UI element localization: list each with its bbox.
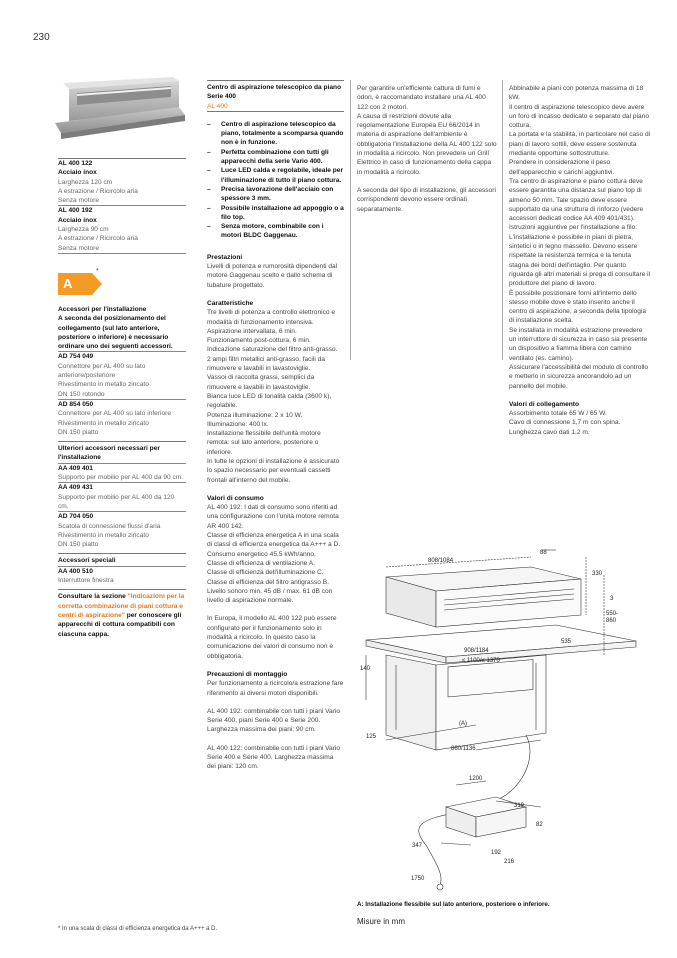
feature-item: – Luce LED calda e regolabile, ideale per l'illuminazione di tutto il piano cottura.: [207, 166, 344, 185]
section-heading: Prestazioni: [207, 253, 243, 261]
product-description-column: [207, 80, 344, 781]
left-column-accessories: [58, 305, 186, 639]
install-text: A seconda del posizionamento del collegamento (sul lato anteriore, posteriore o inferiore) è necessario ordinare uno dei seguenti accessori.: [58, 314, 186, 352]
model-item: [58, 159, 186, 206]
install-accessory: [58, 352, 186, 399]
dimension-label: (A): [459, 721, 467, 727]
energy-class: A: [63, 276, 73, 291]
connection-line: Cavo di connessione 1,7 m con spina.: [509, 419, 621, 427]
feature-list: [207, 120, 344, 241]
further-heading: Ulteriori accessori necessari per l'installazione: [58, 444, 186, 464]
accessory-line: Rivestimento in metallo zincato: [58, 531, 149, 539]
accessory-code: AD 854 050: [58, 400, 94, 408]
accessory-code: AD 754 049: [58, 353, 94, 361]
model-line: A estrazione / Ricircolo aria: [58, 235, 138, 243]
feature-item: – Precisa lavorazione dell'acciaio con spessore 3 mm.: [207, 185, 344, 204]
dimension-label: 216: [504, 859, 515, 865]
model-line: Larghezza 90 cm: [58, 226, 109, 234]
accessory-line: DN 150 rotondo: [58, 390, 186, 400]
model-line: A estrazione / Ricircolo aria: [58, 187, 138, 195]
connection-heading: Valori di collegamento: [509, 400, 579, 408]
section-text: AL 400 192: I dati di consumo sono riferiti ad una configurazione con l'unità motore remota AR 400 142. Classe di efficienza energetica A in una scala di classi di efficienza energetica da A+++ a D. Consumo energetico 45,5 kWh/anno. Classe di efficienza di ventilazione A. Classe di efficienza dell'illuminazione C. Classe di efficienza del filtro antigrasso B. Livello sonoro min. 45 dB / max. 61 dB con livello di aspirazione normale.: [207, 504, 341, 605]
dimension-label: 330: [592, 571, 603, 577]
section-heading: Valori di consumo: [207, 494, 264, 502]
connection-line: Assorbimento totale 65 W / 65 W.: [509, 410, 607, 418]
feature-item: – Centro di aspirazione telescopico da piano, totalmente a scomparsa quando non è in funzione.: [207, 120, 344, 148]
dimension-label: 192: [491, 850, 502, 856]
model-line: Larghezza 120 cm: [58, 178, 113, 186]
drawing-caption: A: Installazione flessibile sul lato anteriore, posteriore o inferiore.: [357, 901, 550, 908]
dimension-label: 550-: [606, 611, 619, 617]
model-item: [58, 206, 186, 253]
accessory-line: Supporto per mobilio per AL 400 da 90 cm.: [58, 473, 186, 483]
installation-column: [509, 84, 651, 437]
units-note: Misure in mm: [357, 917, 406, 926]
dimension-label: 347: [412, 843, 423, 849]
left-column: [58, 158, 186, 254]
dimension-label: 860: [606, 618, 617, 624]
model-code: AL 400 122: [58, 160, 93, 167]
section-text: Per funzionamento a ricircolo/a estrazione fare riferimento ai diversi motori disponibili.: [207, 680, 344, 697]
accessory-code: AA 409 431: [58, 484, 93, 492]
dimension-label: 140: [360, 666, 371, 672]
notes-text: Per garantire un'efficiente cattura di fumi e odori, è raccomandato installare una AL 400 122 con 2 motori. A causa di restrizioni dovute alla regolamentazione Europea EU 66/2014 in materia di aspirazione dell'ambiente è obbligatoria l'installazione della AL 400 122 solo in modalità a ricircolo. Non prevedere un Grill Elettrico in caso di funzionamento della cappa in modalità a ricircolo.: [357, 85, 497, 176]
accessory-line: Supporto per mobilio per AL 400 da 120 cm.: [58, 493, 186, 513]
dimension-label: 88: [540, 550, 547, 556]
dimension-label: ≤ 1100/≤ 1370: [462, 658, 500, 664]
model-line: Senza motore: [58, 244, 186, 254]
notes-column: [357, 84, 497, 223]
dimension-label: 82: [536, 822, 543, 828]
feature-item: – Perfetta combinazione con tutti gli apparecchi della serie Vario 400.: [207, 148, 344, 167]
dimension-label: 808/1084: [428, 558, 454, 564]
model-list: [58, 159, 186, 254]
special-accessory: [58, 567, 186, 586]
energy-label: [58, 268, 104, 300]
further-accessory: [58, 512, 186, 549]
page-number: 230: [33, 32, 50, 43]
connection-line: Lunghezza cavo dati 1,2 m.: [509, 428, 590, 436]
accessory-code: AD 704 050: [58, 513, 94, 521]
section-text: AL 400 192: combinabile con tutti i piani Vario Serie 400, piani Serie 400 e Serie 200. Larghezza massima dei piani: 90 cm.: [207, 707, 341, 734]
technical-drawing: [356, 545, 656, 895]
further-accessory: [58, 464, 186, 484]
accessory-line: Connettore per AL 400 su lato inferiore: [58, 410, 172, 418]
installation-text: Abbinabile a piani con potenza massima di 18 kW. Il centro di aspirazione telescopico deve avere un foro di incasso dedicato e separato dal piano cottura. La portata e la stabilità, in particolare nel caso di piani di lavoro sottili, deve essere sostenuta mediante opportune sottostrutture. Prendere in considerazione il peso dell'apparecchio e carichi aggiuntivi. Tra centro di aspirazione e piano cottura deve essere garantita una distanza sul piano top di almeno 50 mm. Tale spazio deve essere supportato da una struttura di rinforzo (vedere accessori dedicati codice AA 409 401/431). Istruzioni aggiuntive per l'installazione a filo: L'installazione è possibile in piani di pietra, sintetici o in legno massello. Devono essere rispettate la resistenza termica e la tenuta stagna dei bordi dell'intaglio. Per quanto riguarda gli altri materiali si prega di consultare il produttore del piano di lavoro. È possibile posizionare forni all'interno dello stesso mobile dove è stato inserito anche il centro di aspirazione, a seconda della tipologia di installazione scelta. Se installata in modalità estrazione prevedere un interruttore di sicurezza in caso sia presente un dispositivo a fiamma libera con camino ventilato (es. camino). Assicurare l'accessibilità del modulo di controllo e metterlo in sicurezza ancorandolo ad un pannello del mobile.: [509, 85, 651, 390]
column-divider: [502, 80, 503, 360]
accessory-line: DN 150 piatto: [58, 428, 99, 436]
feature-item: – Senza motore, combinabile con i motori BLDC Gaggenau.: [207, 222, 344, 241]
accessory-line: Scatola di connessione flussi d'aria: [58, 522, 161, 530]
section-heading: Precauzioni di montaggio: [207, 670, 288, 678]
model-material: Acciaio inox: [58, 169, 97, 177]
install-heading: Accessori per l'installazione: [58, 306, 147, 313]
consult-text: Consultare la sezione: [58, 593, 128, 601]
energy-asterisk: *: [96, 268, 99, 275]
dimension-label: 860/1136: [451, 746, 476, 752]
consult-note: [58, 592, 186, 638]
section-text: AL 400 122: combinabile con tutti i piani Vario Serie 400 e Serie 400. Larghezza massima dei piani: 120 cm.: [207, 744, 341, 771]
footnote: * In una scala di classi di efficienza energetica da A+++ a D.: [58, 926, 218, 932]
product-title: Centro di aspirazione telescopico da piano Serie 400: [207, 84, 342, 101]
accessory-code: AA 409 401: [58, 464, 93, 472]
dimension-label: 535: [561, 639, 572, 645]
dimension-label: 3: [610, 596, 614, 602]
section-text: In Europa, il modello AL 400 122 può essere configurato per il funzionamento solo in modalità a ricircolo. In questo caso la comunicazione dei valori di consumo non è obbligatoria.: [207, 615, 337, 660]
product-subtitle: AL 400: [207, 102, 228, 110]
further-accessory: [58, 483, 186, 512]
feature-item: – Possibile installazione ad appoggio o a filo top.: [207, 204, 344, 223]
column-divider: [350, 80, 351, 360]
section-heading: Caratteristiche: [207, 299, 254, 307]
product-image: [55, 67, 185, 147]
notes-text: A seconda del tipo di installazione, gli accessori corrispondenti devono essere ordinati separatamente.: [357, 186, 496, 213]
section-text: Tre livelli di potenza a controllo elettronico e modalità di funzionamento intensiva. Aspirazione intervallata, 6 min. Funzionamento post-cottura, 6 min. Indicazione saturazione del filtro anti-grasso. 2 ampi filtri metallici anti-grasso, facili da rimuovere e lavabili in lavastoviglie. Vassoi di raccolta grassi, semplici da rimuovere e lavabili in lavastoviglie. Bianca luce LED di tonalità calda (3600 k), regolabile. Potenza illuminazione: 2 x 10 W. Illuminazione: 400 lx. Installazione flessibile dell'unità motore remota: sul lato anteriore, posteriore o inferiore. In tutte le opzioni di installazione è assicurato lo spazio necessario per eventuali cassetti frontali all'interno del mobile.: [207, 309, 340, 484]
special-heading: Accessori speciali: [58, 556, 186, 566]
accessory-line: DN 150 piatto: [58, 541, 99, 549]
dimension-label: 1200: [469, 776, 483, 782]
dimension-label: 319: [514, 803, 525, 809]
accessory-line: Interruttore finestra: [58, 577, 114, 585]
dimension-label: 908/1184: [464, 648, 489, 654]
consult-link[interactable]: "Indicazioni per la corretta combinazione di piani cottura e centri di aspirazione": [58, 593, 185, 619]
section-text: Livelli di potenza e rumorosità dipendenti dal motore Gaggenau scelto e dallo schema di tubature progettato.: [207, 263, 338, 289]
install-accessory: [58, 400, 186, 437]
model-code: AL 400 192: [58, 207, 93, 215]
model-line: Senza motore: [58, 196, 186, 206]
accessory-line: Connettore per AL 400 su lato anteriore/posteriore: [58, 362, 146, 380]
dimension-label: 125: [366, 734, 377, 740]
dimension-label: 1750: [411, 876, 425, 882]
accessory-line: Rivestimento in metallo zincato: [58, 419, 149, 427]
accessory-code: AA 400 510: [58, 567, 93, 575]
accessory-line: Rivestimento in metallo zincato: [58, 381, 149, 389]
consult-text: per conoscere gli apparecchi di cottura compatibili con ciascuna cappa.: [58, 611, 182, 638]
model-material: Acciaio inox: [58, 216, 97, 224]
